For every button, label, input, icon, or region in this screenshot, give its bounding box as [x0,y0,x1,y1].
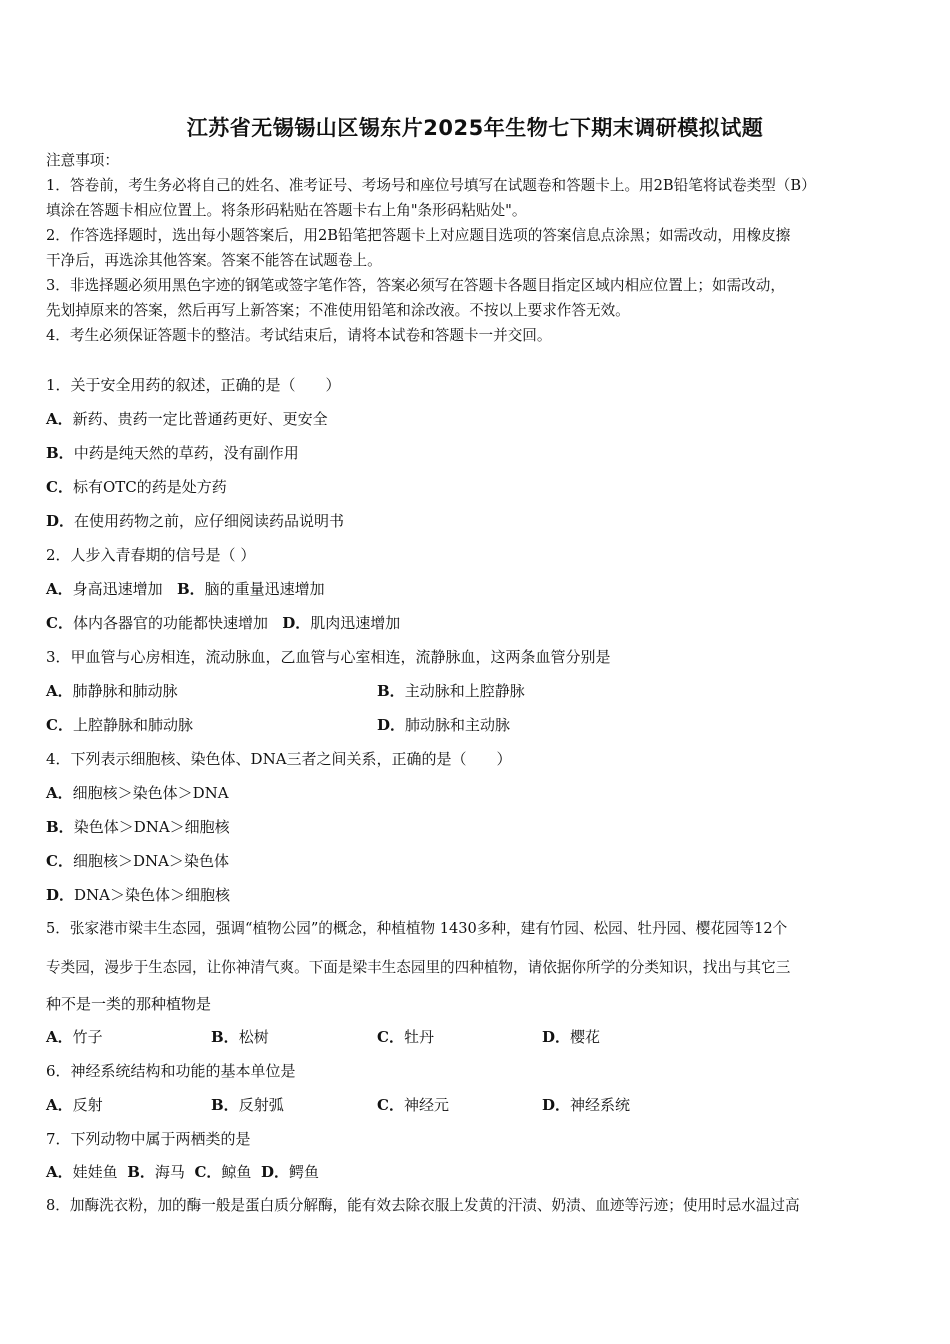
question-3-option-c: C．上腔静脉和肺动脉 [46,716,193,734]
question-1-option-b: B．中药是纯天然的草药，没有副作用 [46,444,299,462]
question-1-stem: 1．关于安全用药的叙述，正确的是（ ） [46,376,341,394]
notice-line: 4．考生必须保证答题卡的整洁。考试结束后，请将本试卷和答题卡一并交回。 [46,327,552,344]
question-3-option-a: A．肺静脉和肺动脉 [46,682,178,700]
question-1-option-c: C．标有OTC的药是处方药 [46,478,227,496]
question-6-option-c: C．神经元 [377,1096,449,1114]
question-4-option-a: A．细胞核＞染色体＞DNA [46,784,229,802]
notice-line: 2．作答选择题时，选出每小题答案后，用2B铅笔把答题卡上对应题目选项的答案信息点涂黑；如需改动，用橡皮擦 [46,227,791,244]
notice-line: 干净后，再选涂其他答案。答案不能答在试题卷上。 [46,252,382,269]
question-2-options-row-1: A．身高迅速增加 B．脑的重量迅速增加 [46,580,325,598]
question-4-option-d: D．DNA＞染色体＞细胞核 [46,886,231,904]
question-6-option-d: D．神经系统 [542,1096,631,1114]
question-8-stem: 8．加酶洗衣粉，加的酶一般是蛋白质分解酶，能有效去除衣服上发黄的汗渍、奶渍、血迹等污迹；使用时忌水温过高 [46,1197,800,1214]
question-5-option-b: B．松树 [211,1028,269,1046]
question-6-option-b: B．反射弧 [211,1096,284,1114]
question-3-option-b: B．主动脉和上腔静脉 [377,682,525,700]
notice-line: 填涂在答题卡相应位置上。将条形码粘贴在答题卡右上角"条形码粘贴处"。 [46,202,527,219]
question-1-option-a: A．新药、贵药一定比普通药更好、更安全 [46,410,328,428]
question-6-stem: 6．神经系统结构和功能的基本单位是 [46,1062,296,1080]
question-1-option-d: D．在使用药物之前，应仔细阅读药品说明书 [46,512,345,530]
notice-line: 3．非选择题必须用黑色字迹的钢笔或签字笔作答，答案必须写在答题卡各题目指定区域内相应位置上；如需改动， [46,277,785,294]
question-4-option-c: C．细胞核＞DNA＞染色体 [46,852,229,870]
question-3-stem: 3．甲血管与心房相连，流动脉血，乙血管与心室相连，流静脉血，这两条血管分别是 [46,648,611,666]
question-5-stem: 5．张家港市梁丰生态园，强调“植物公园”的概念，种植植物 1430多种，建有竹园、松园、牡丹园、樱花园等12个 [46,920,788,937]
question-4-option-b: B．染色体＞DNA＞细胞核 [46,818,230,836]
question-5-stem: 专类园，漫步于生态园，让你神清气爽。下面是梁丰生态园里的四种植物，请依据你所学的分类知识，找出与其它三 [46,959,791,976]
notice-heading: 注意事项： [46,152,119,169]
question-7-options: A．娃娃鱼 B．海马 C．鲸鱼 D．鳄鱼 [46,1163,319,1181]
question-6-option-a: A．反射 [46,1096,103,1114]
notice-line: 1．答卷前，考生务必将自己的姓名、准考证号、考场号和座位号填写在试题卷和答题卡上。用2B铅笔将试卷类型（B） [46,177,816,194]
question-5-stem: 种不是一类的那种植物是 [46,995,212,1013]
question-3-option-d: D．肺动脉和主动脉 [377,716,511,734]
page-title: 江苏省无锡锡山区锡东片2025年生物七下期末调研模拟试题 [186,116,764,140]
question-2-options-row-2: C．体内各器官的功能都快速增加 D．肌肉迅速增加 [46,614,401,632]
question-5-option-d: D．樱花 [542,1028,601,1046]
question-4-stem: 4．下列表示细胞核、染色体、DNA三者之间关系，正确的是（ ） [46,750,512,768]
question-7-stem: 7．下列动物中属于两栖类的是 [46,1130,251,1148]
question-2-stem: 2．人步入青春期的信号是（ ） [46,546,256,564]
question-5-option-c: C．牡丹 [377,1028,434,1046]
notice-line: 先划掉原来的答案，然后再写上新答案；不准使用铅笔和涂改液。不按以上要求作答无效。 [46,302,630,319]
question-5-option-a: A．竹子 [46,1028,103,1046]
